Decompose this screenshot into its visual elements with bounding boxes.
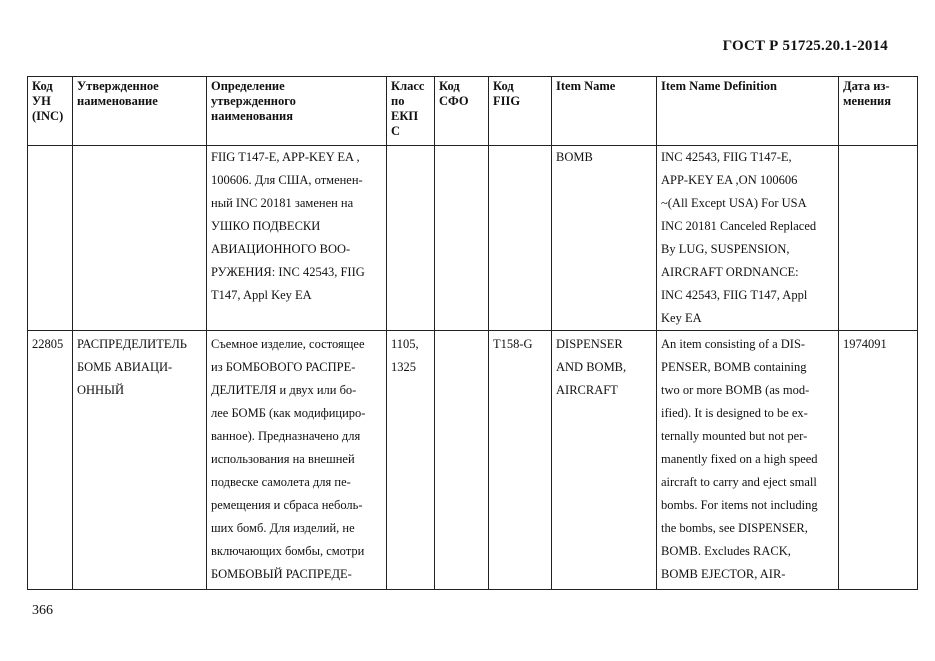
header-line: УН [32, 94, 51, 108]
cell-line: БОМБ АВИАЦИ- [77, 360, 173, 374]
header-line: Дата из- [843, 79, 890, 93]
cell-line: BOMB EJECTOR, AIR- [661, 567, 786, 581]
column-sfo-code-cell [435, 331, 489, 590]
column-change-date-cell [839, 146, 918, 331]
header-line: по [391, 94, 405, 108]
column-class-ekps-cell [387, 146, 435, 331]
header-line: утвержденного [211, 94, 296, 108]
cell-line: Key EA [661, 311, 702, 325]
cell-line: T158-G [493, 337, 533, 351]
header-line: СФО [439, 94, 469, 108]
table-header-row [28, 77, 918, 146]
cell-line: AND BOMB, [556, 360, 627, 374]
catalog-table [27, 76, 918, 590]
header-line: С [391, 124, 401, 138]
column-approved-name-cell [73, 146, 207, 331]
cell-line: INC 42543, FIIG T147, Appl [661, 288, 808, 302]
cell-line: two or more BOMB (as mod- [661, 383, 810, 397]
header-line: Item Name Definition [661, 79, 777, 93]
column-definition-ru-cell [207, 331, 387, 590]
cell-line: ОННЫЙ [77, 383, 125, 397]
column-fiig-code-cell [489, 331, 552, 590]
header-line: Класс [391, 79, 425, 93]
document-code: ГОСТ Р 51725.20.1-2014 [722, 38, 888, 54]
column-definition-ru-header [207, 77, 387, 146]
column-class-ekps-header [387, 77, 435, 146]
cell-line: aircraft to carry and eject small [661, 475, 817, 489]
column-item-name-definition-cell [657, 331, 839, 590]
header-line: менения [843, 94, 891, 108]
cell-line: ternally mounted but not per- [661, 429, 808, 443]
cell-line: использования на внешней [211, 452, 355, 466]
column-item-name-definition-cell [657, 146, 839, 331]
cell-line: T147, Appl Key EA [211, 288, 312, 302]
cell-line: ный INC 20181 заменен на [211, 196, 354, 210]
column-class-ekps-cell [387, 331, 435, 590]
column-definition-ru-cell [207, 146, 387, 331]
cell-line: ванное). Предназначено для [211, 429, 361, 443]
cell-line: 1974091 [843, 337, 887, 351]
cell-line: УШКО ПОДВЕСКИ [211, 219, 321, 233]
cell-line: FIIG T147-E, APP-KEY EA , [211, 150, 360, 164]
header-line: Определение [211, 79, 285, 93]
cell-line: РУЖЕНИЯ: INC 42543, FIIG [211, 265, 365, 279]
column-fiig-code-header [489, 77, 552, 146]
cell-line: ремещения и сбраса неболь- [211, 498, 363, 512]
column-item-name-cell [552, 331, 657, 590]
column-sfo-code-header [435, 77, 489, 146]
cell-line: лее БОМБ (как модифициро- [211, 406, 366, 420]
cell-line: By LUG, SUSPENSION, [661, 242, 790, 256]
header-line: Код [493, 79, 514, 93]
column-change-date-header [839, 77, 918, 146]
cell-line: BOMB. Excludes RACK, [661, 544, 791, 558]
column-inc-header [28, 77, 73, 146]
table-row [28, 146, 918, 331]
cell-line: БОМБОВЫЙ РАСПРЕДЕ- [211, 567, 352, 581]
header-line: FIIG [493, 94, 521, 108]
cell-line: BOMB [556, 150, 593, 164]
cell-line: ~(All Except USA) For USA [661, 196, 807, 210]
header-line: ЕКП [391, 109, 419, 123]
header-line: Item Name [556, 79, 616, 93]
cell-line: the bombs, see DISPENSER, [661, 521, 808, 535]
column-item-name-header [552, 77, 657, 146]
cell-line: 1325 [391, 360, 416, 374]
column-change-date-cell [839, 331, 918, 590]
header-line: наименование [77, 94, 158, 108]
cell-line: из БОМБОВОГО РАСПРЕ- [211, 360, 356, 374]
cell-line: bombs. For items not including [661, 498, 818, 512]
column-approved-name-cell [73, 331, 207, 590]
cell-line: 100606. Для США, отменен- [211, 173, 363, 187]
cell-line: manently fixed on a high speed [661, 452, 818, 466]
column-item-name-definition-header [657, 77, 839, 146]
page-number: 366 [32, 603, 53, 618]
cell-line: ших бомб. Для изделий, не [211, 521, 355, 535]
header-line: наименования [211, 109, 294, 123]
cell-line: DISPENSER [556, 337, 623, 351]
column-inc-cell [28, 331, 73, 590]
cell-line: 1105, [391, 337, 419, 351]
cell-line: APP-KEY EA ,ON 100606 [661, 173, 798, 187]
column-approved-name-header [73, 77, 207, 146]
column-fiig-code-cell [489, 146, 552, 331]
column-item-name-cell [552, 146, 657, 331]
table-row [28, 331, 918, 590]
cell-line: An item consisting of a DIS- [661, 337, 806, 351]
header-line: (INC) [32, 109, 64, 123]
cell-line: РАСПРЕДЕЛИТЕЛЬ [77, 337, 187, 351]
cell-line: PENSER, BOMB containing [661, 360, 807, 374]
header-line: Код [32, 79, 53, 93]
cell-line: AIRCRAFT [556, 383, 618, 397]
cell-line: ДЕЛИТЕЛЯ и двух или бо- [211, 383, 357, 397]
cell-line: AIRCRAFT ORDNANCE: [661, 265, 799, 279]
cell-line: INC 20181 Canceled Replaced [661, 219, 817, 233]
header-line: Утвержденное [77, 79, 159, 93]
column-inc-cell [28, 146, 73, 331]
cell-line: включающих бомбы, смотри [211, 544, 365, 558]
cell-line: ified). It is designed to be ex- [661, 406, 808, 420]
cell-line: подвеске самолета для пе- [211, 475, 351, 489]
cell-line: АВИАЦИОННОГО ВОО- [211, 242, 351, 256]
column-sfo-code-cell [435, 146, 489, 331]
cell-line: 22805 [32, 337, 64, 351]
cell-line: INC 42543, FIIG T147-E, [661, 150, 792, 164]
cell-line: Съемное изделие, состоящее [211, 337, 365, 351]
header-line: Код [439, 79, 460, 93]
